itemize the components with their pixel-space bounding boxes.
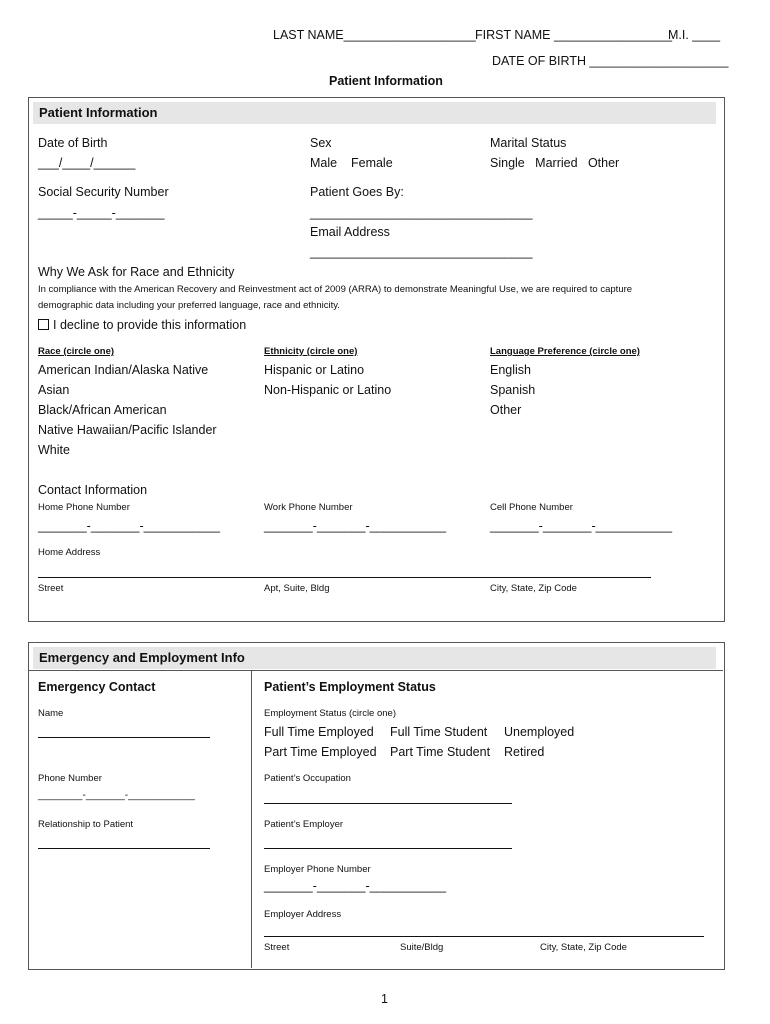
employment-option[interactable]: Full Time Student (390, 725, 488, 739)
home-phone-label: Home Phone Number (38, 502, 130, 513)
compliance-text-line2: demographic data including your preferred language, race and ethnicity. (38, 300, 340, 311)
employer-phone-blank[interactable]: _______-_______-___________ (264, 879, 447, 893)
home-address-label: Home Address (38, 547, 101, 558)
employment-status-label: Employment Status (circle one) (264, 708, 396, 719)
page-title: Patient Information (329, 74, 443, 88)
ethnicity-option[interactable]: Non-Hispanic or Latino (264, 383, 392, 397)
employment-option[interactable]: Part Time Student (390, 745, 491, 759)
dob-label: Date of Birth (38, 136, 108, 150)
compliance-text-line1: In compliance with the American Recovery and Reinvestment act of 2009 (ARRA) to demonstrate Meaningful Use, we are required to capture (38, 284, 633, 295)
race-option[interactable]: Native Hawaiian/Pacific Islander (38, 423, 217, 437)
emergency-phone-label: Phone Number (38, 773, 102, 784)
language-option[interactable]: Spanish (490, 383, 536, 397)
employer-address-label: Employer Address (264, 909, 342, 920)
race-label: Race (circle one) (38, 346, 115, 357)
last-name-field[interactable]: LAST NAME___________________ (273, 28, 476, 42)
marital-status-label: Marital Status (490, 136, 567, 150)
employer-label: Patient’s Employer (264, 819, 344, 830)
language-option[interactable]: Other (490, 403, 522, 417)
street-label: Street (38, 583, 64, 594)
employment-option[interactable]: Part Time Employed (264, 745, 377, 759)
page-number: 1 (381, 992, 388, 1006)
email-blank[interactable]: ________________________________ (310, 245, 533, 259)
employment-option[interactable]: Full Time Employed (264, 725, 374, 739)
ethnicity-option[interactable]: Hispanic or Latino (264, 363, 365, 377)
sex-label: Sex (310, 136, 332, 150)
employer-street-label: Street (264, 942, 290, 953)
home-address-line[interactable] (38, 577, 651, 578)
employment-option[interactable]: Unemployed (504, 725, 575, 739)
home-phone-blank[interactable]: _______-_______-___________ (38, 519, 221, 533)
employer-address-line[interactable] (264, 936, 704, 937)
race-why-heading: Why We Ask for Race and Ethnicity (38, 265, 235, 279)
occupation-label: Patient’s Occupation (264, 773, 351, 784)
email-label: Email Address (310, 225, 390, 239)
employment-option[interactable]: Retired (504, 745, 545, 759)
relationship-line[interactable] (38, 848, 210, 849)
contact-information-heading: Contact Information (38, 483, 148, 497)
race-option[interactable]: White (38, 443, 70, 457)
occupation-line[interactable] (264, 803, 512, 804)
section-divider (29, 670, 723, 671)
cell-phone-label: Cell Phone Number (490, 502, 573, 513)
emergency-contact-title: Emergency Contact (38, 680, 156, 694)
ssn-label: Social Security Number (38, 185, 169, 199)
employer-line[interactable] (264, 848, 512, 849)
patient-information-section (28, 97, 725, 622)
relationship-label: Relationship to Patient (38, 819, 134, 830)
employment-status-title: Patient’s Employment Status (264, 680, 436, 694)
language-option[interactable]: English (490, 363, 531, 377)
race-option[interactable]: Black/African American (38, 403, 167, 417)
first-name-field[interactable]: FIRST NAME _________________ (475, 28, 673, 42)
race-option[interactable]: American Indian/Alaska Native (38, 363, 209, 377)
employer-phone-label: Employer Phone Number (264, 864, 371, 875)
ssn-blank[interactable]: _____-_____-_______ (38, 206, 165, 220)
checkbox-icon[interactable] (38, 319, 49, 330)
dob-blank[interactable]: ___/____/______ (38, 156, 136, 170)
emergency-name-label: Name (38, 708, 64, 719)
sex-options[interactable]: Male Female (310, 156, 393, 170)
employer-city-label: City, State, Zip Code (540, 942, 627, 953)
patient-information-header: Patient Information (33, 102, 716, 124)
goes-by-label: Patient Goes By: (310, 185, 404, 199)
decline-option[interactable] (38, 318, 246, 332)
work-phone-label: Work Phone Number (264, 502, 353, 513)
emergency-name-line[interactable] (38, 737, 210, 738)
ethnicity-label: Ethnicity (circle one) (264, 346, 358, 357)
decline-label: I decline to provide this information (53, 318, 247, 332)
marital-status-options[interactable]: Single Married Other (490, 156, 620, 170)
employer-suite-label: Suite/Bldg (400, 942, 444, 953)
column-divider (251, 670, 252, 968)
language-label: Language Preference (circle one) (490, 346, 640, 357)
work-phone-blank[interactable]: _______-_______-___________ (264, 519, 447, 533)
emergency-phone-blank[interactable]: ________-_______-____________ (38, 790, 195, 801)
apt-label: Apt, Suite, Bldg (264, 583, 330, 594)
city-label: City, State, Zip Code (490, 583, 577, 594)
goes-by-blank[interactable]: ________________________________ (310, 206, 533, 220)
middle-initial-field[interactable]: M.I. ____ (668, 28, 721, 42)
cell-phone-blank[interactable]: _______-_______-___________ (490, 519, 673, 533)
emergency-employment-header: Emergency and Employment Info (33, 647, 716, 669)
race-option[interactable]: Asian (38, 383, 70, 397)
date-of-birth-field[interactable]: DATE OF BIRTH ____________________ (492, 54, 729, 68)
